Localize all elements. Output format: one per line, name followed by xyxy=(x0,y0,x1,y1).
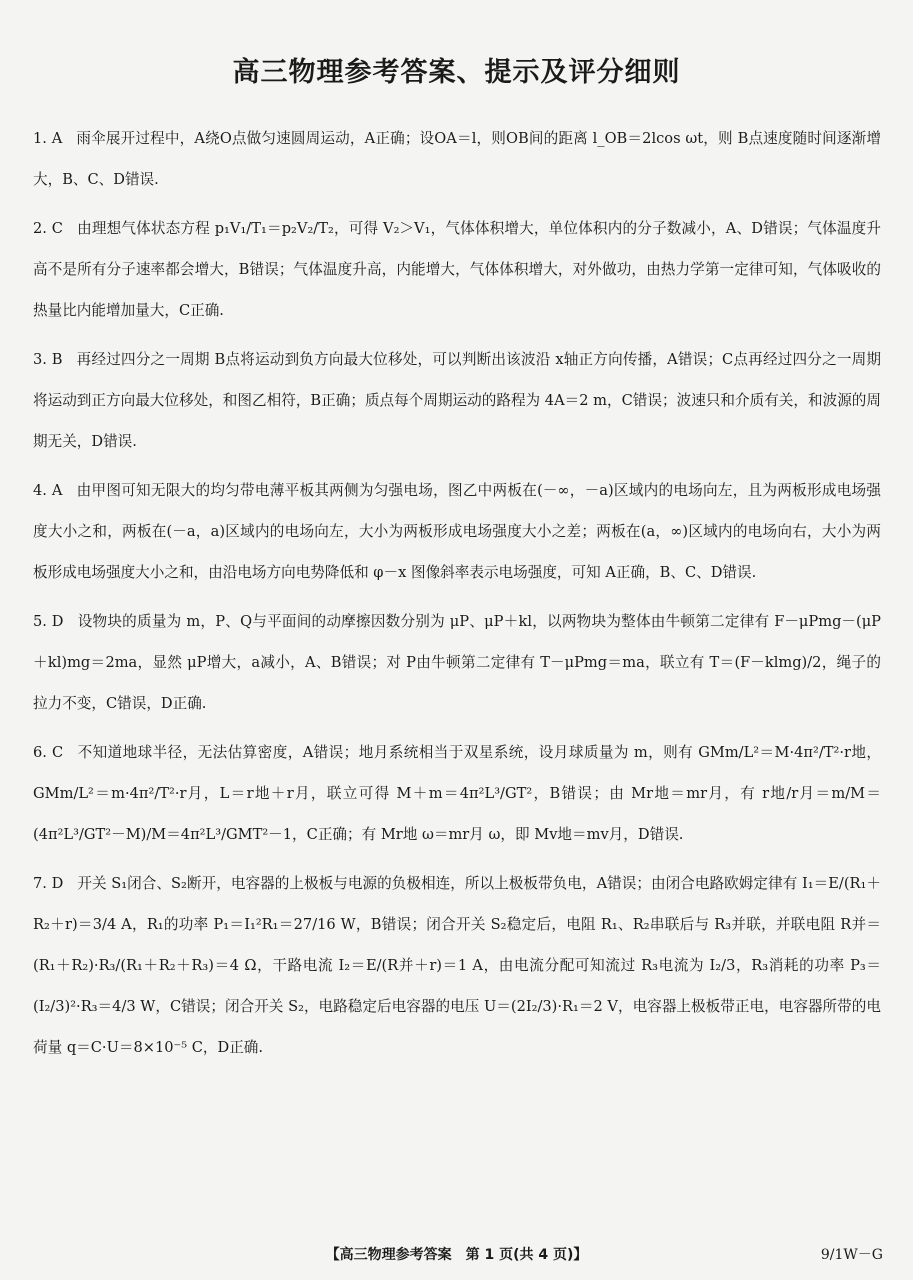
answer-number: 2. C xyxy=(33,220,63,237)
answer-number: 5. D xyxy=(33,613,64,630)
answer-number: 6. C xyxy=(33,744,64,761)
answer-item-4 xyxy=(33,470,881,593)
page-title: 高三物理参考答案、提示及评分细则 xyxy=(232,57,681,88)
answer-item-7 xyxy=(33,863,881,1068)
answer-text: 由甲图可知无限大的均匀带电薄平板其两侧为匀强电场，图乙中两板在(－∞，－a)区域内的电场向左，且为两板形成电场强度大小之和，两板在(－a，a)区域内的电场向左，大小为两板形成电场强度大小之差；两板在(a，∞)区域内的电场向右，大小为两板形成电场强度大小之和，由沿电场方向电势降低和 φ－x 图像斜率表示电场强度，可知 A正确，B、C、D错误. xyxy=(33,482,882,581)
answer-text: 设物块的质量为 m，P、Q与平面间的动摩擦因数分别为 μP、μP＋kl，以两物块为整体由牛顿第二定律有 F－μPmg－(μP＋kl)mg＝2ma，显然 μP增大，a减小，A、B错误；对 P由牛顿第二定律有 T－μPmg＝ma，联立有 T＝(F－klmg)/2，绳子的拉力不变，C错误，D正确. xyxy=(33,613,881,712)
answer-number: 7. D xyxy=(33,875,64,892)
answer-item-1 xyxy=(33,118,881,200)
answer-item-2 xyxy=(33,208,881,331)
answer-text: 不知道地球半径，无法估算密度，A错误；地月系统相当于双星系统，设月球质量为 m，则有 GMm/L²＝M·4π²/T²·r地，GMm/L²＝m·4π²/T²·r月，L＝r地＋r月，联立可得 M＋m＝4π²L³/GT²，B错误；由 Mr地＝mr月，有 r地/r月＝m/M＝(4π²L³/GT²－M)/M＝4π²L³/GMT²－1，C正确；有 Mr地 ω＝mr月 ω，即 Mv地＝mv月，D错误. xyxy=(33,744,882,843)
footer-code: 9/1W－G xyxy=(820,1247,883,1263)
answer-item-5 xyxy=(33,601,881,724)
footer-page-info: 【高三物理参考答案 第 1 页(共 4 页)】 xyxy=(325,1247,588,1263)
answer-list xyxy=(33,118,881,1076)
answer-text: 再经过四分之一周期 B点将运动到负方向最大位移处，可以判断出该波沿 x轴正方向传播，A错误；C点再经过四分之一周期将运动到正方向最大位移处，和图乙相符，B正确；质点每个周期运动的路程为 4A＝2 m，C错误；波速只和介质有关，和波源的周期无关，D错误. xyxy=(33,351,881,450)
answer-number: 1. A xyxy=(33,130,63,147)
answer-text: 由理想气体状态方程 p₁V₁/T₁＝p₂V₂/T₂，可得 V₂＞V₁，气体体积增大，单位体积内的分子数减小，A、D错误；气体温度升高不是所有分子速率都会增大，B错误；气体温度升高，内能增大，气体体积增大，对外做功，由热力学第一定律可知，气体吸收的热量比内能增加量大，C正确. xyxy=(33,220,882,319)
answer-item-6 xyxy=(33,732,881,855)
answer-item-3 xyxy=(33,339,881,462)
answer-text: 开关 S₁闭合、S₂断开，电容器的上极板与电源的负极相连，所以上极板带负电，A错误；由闭合电路欧姆定律有 I₁＝E/(R₁＋R₂＋r)＝3/4 A，R₁的功率 P₁＝I₁²R₁＝27/16 W，B错误；闭合开关 S₂稳定后，电阻 R₁、R₂串联后与 R₃并联，并联电阻 R并＝(R₁＋R₂)·R₃/(R₁＋R₂＋R₃)＝4 Ω，干路电流 I₂＝E/(R并＋r)＝1 A，由电流分配可知流过 R₃电流为 I₂/3，R₃消耗的功率 P₃＝(I₂/3)²·R₃＝4/3 W，C错误；闭合开关 S₂，电路稳定后电容器的电压 U＝(2I₂/3)·R₁＝2 V，电容器上极板带正电，电容器所带的电荷量 q＝C·U＝8×10⁻⁵ C，D正确. xyxy=(33,875,882,1056)
answer-number: 3. B xyxy=(33,351,63,368)
answer-number: 4. A xyxy=(33,482,63,499)
answer-text: 雨伞展开过程中，A绕O点做匀速圆周运动，A正确；设OA＝l，则OB间的距离 l_OB＝2lcos ωt，则 B点速度随时间逐渐增大，B、C、D错误. xyxy=(33,130,881,188)
